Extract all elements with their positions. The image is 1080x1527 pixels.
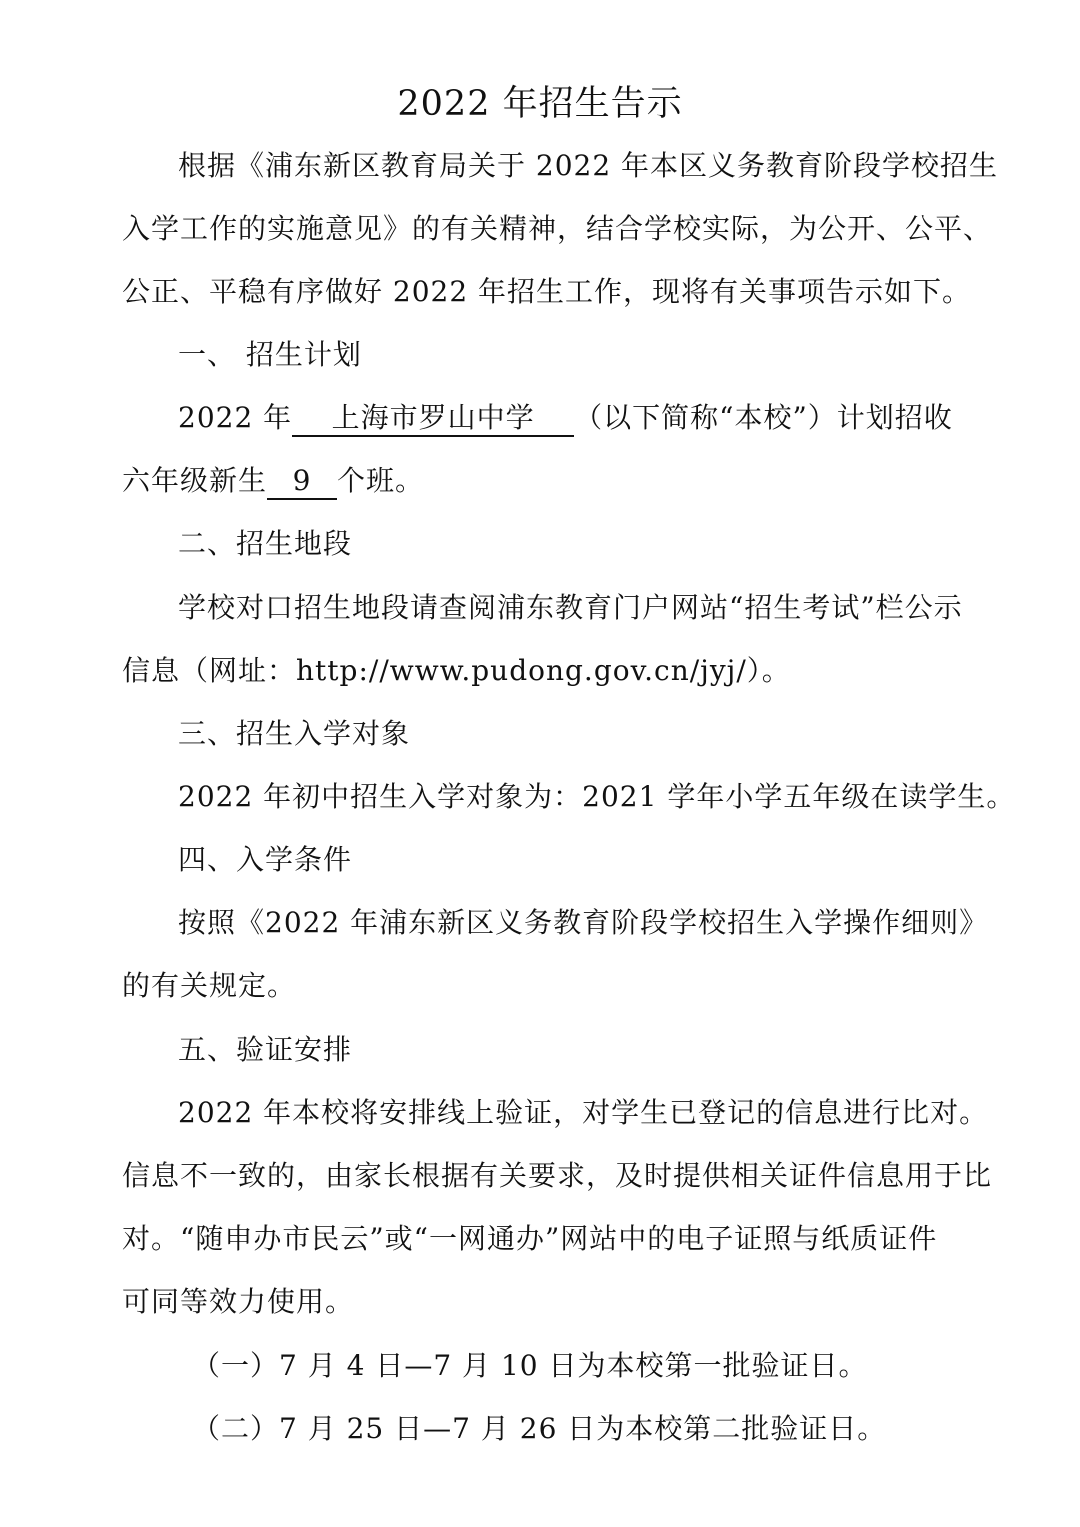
- school-name-blank: 上海市罗山中学: [292, 401, 574, 437]
- verification-item-1: （一）7 月 4 日—7 月 10 日为本校第一批验证日。: [192, 1349, 868, 1382]
- admission-conditions-line-2: 的有关规定。: [122, 969, 297, 1002]
- verification-item-2: （二）7 月 25 日—7 月 26 日为本校第二批验证日。: [192, 1412, 887, 1445]
- section-heading-admission-conditions: 四、入学条件: [178, 843, 353, 876]
- enrollment-target-line-1: 2022 年初中招生入学对象为：2021 学年小学五年级在读学生。: [178, 780, 1016, 813]
- plan-line2-prefix: 六年级新生: [122, 464, 268, 497]
- verification-line-1: 2022 年本校将安排线上验证，对学生已登记的信息进行比对。: [178, 1096, 989, 1129]
- plan-line2-suffix: 个班。: [337, 464, 425, 497]
- verification-line-4: 可同等效力使用。: [122, 1285, 355, 1318]
- enrollment-area-line-1: 学校对口招生地段请查阅浦东教育门户网站“招生考试”栏公示: [178, 591, 963, 624]
- plan-year-prefix: 2022 年: [178, 401, 293, 434]
- plan-after-school-text: （以下简称“本校”）计划招收: [574, 401, 953, 434]
- class-count-blank: 9: [267, 464, 337, 500]
- intro-line-2: 入学工作的实施意见》的有关精神，结合学校实际，为公开、公平、: [122, 212, 993, 245]
- document-title: 2022 年招生告示: [397, 84, 683, 124]
- section-heading-verification: 五、验证安排: [178, 1033, 353, 1066]
- admission-conditions-line-1: 按照《2022 年浦东新区义务教育阶段学校招生入学操作细则》: [178, 906, 989, 939]
- verification-line-3: 对。“随申办市民云”或“一网通办”网站中的电子证照与纸质证件: [122, 1222, 938, 1255]
- enrollment-plan-line-1: [178, 398, 1080, 438]
- verification-line-2: 信息不一致的，由家长根据有关要求，及时提供相关证件信息用于比: [122, 1159, 993, 1192]
- enrollment-plan-line-2: [122, 461, 1080, 501]
- intro-line-3: 公正、平稳有序做好 2022 年招生工作，现将有关事项告示如下。: [122, 275, 972, 308]
- intro-line-1: 根据《浦东新区教育局关于 2022 年本区义务教育阶段学校招生: [178, 149, 999, 182]
- section-heading-enrollment-plan: 一、 招生计划: [178, 338, 362, 371]
- section-heading-enrollment-target: 三、招生入学对象: [178, 717, 411, 750]
- section-heading-enrollment-area: 二、招生地段: [178, 527, 353, 560]
- enrollment-area-line-2: 信息（网址：http://www.pudong.gov.cn/jyj/）。: [122, 654, 791, 687]
